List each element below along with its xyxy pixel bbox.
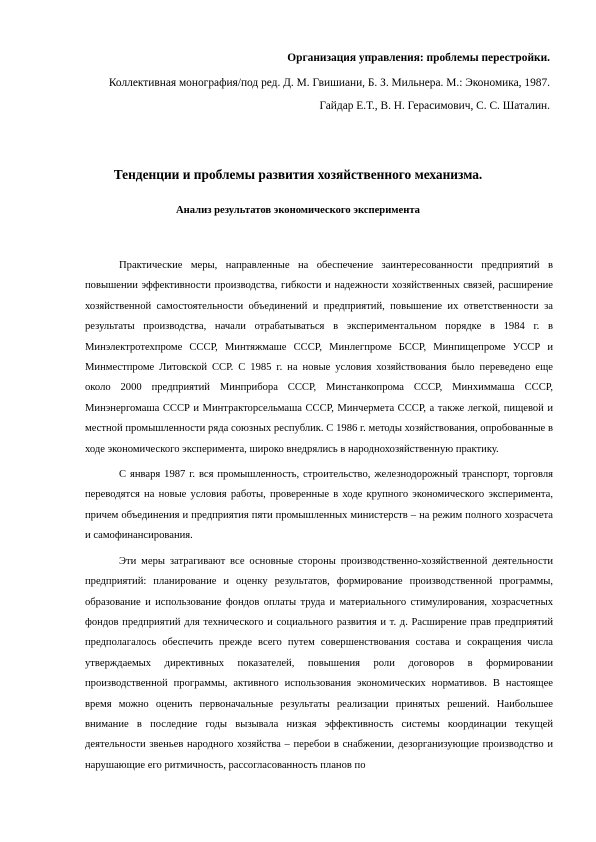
source-title: Организация управления: проблемы перестройки. bbox=[287, 52, 550, 64]
article-subtitle: Анализ результатов экономического эксперимента bbox=[176, 205, 420, 216]
paragraph-3: Эти меры затрагивают все основные стороны производственно-хозяйственной деятельности предприятий: планирование и оценку результатов, формирование производственной программы, образование и использование фондов оплаты труда и материального стимулирования, хозрасчетных фондов предприятий для технического и социального развития и т. д. Расширение прав предприятий предполагалось обеспечить прежде всего путем совершенствования состава и сокращения числа утверждаемых директивных показателей, повышения роли договоров в формировании производственной программы, активного использования экономических нормативов. В настоящее время можно оценить первоначальные результаты реализации принятых решений. Наибольшее внимание в последние годы вызывала низкая эффективность системы координации текущей деятельности звеньев народного хозяйства – перебои в снабжении, дезорганизующие производство и нарушающие его ритмичность, рассогласованность планов по bbox=[85, 555, 553, 771]
article-title: Тенденции и проблемы развития хозяйственного механизма. bbox=[113, 167, 483, 182]
paragraph-2: С января 1987 г. вся промышленность, строительство, железнодорожный транспорт, торговля переводятся на новые условия работы, проверенные в ходе крупного экономического эксперимента, причем объединения и предприятия пяти промышленных министерств – на режим полного хозрасчета и самофинансирования. bbox=[85, 469, 553, 542]
paragraph-1: Практические меры, направленные на обеспечение заинтересованности предприятий в повышении эффективности производства, гибкости и надежности хозяйственных связей, расширение хозяйственной самостоятельности объединений и предприятий, повышение их ответственности за результаты производства, начали отрабатываться в экспериментальном порядке в 1984 г. в Минэлектротехпроме СССР, Минтяжмаше СССР, Минлегпроме БССР, Минпищепроме УССР и Минместпроме Литовской ССР. С 1985 г. на новые условия хозяйствования было переведено еще около 2000 предприятий Минприбора СССР, Минстанкопрома СССР, Минхиммаша СССР, Минэнергомаша СССР и Минтракторсельмаша СССР, Минчермета СССР, а также легкой, пищевой и местной промышленности ряда союзных республик. С 1986 г. методы хозяйствования, опробованные в ходе экономического эксперимента, широко внедрялись в народнохозяйственную практику. bbox=[85, 260, 553, 455]
source-authors: Гайдар Е.Т., В. Н. Герасимович, С. С. Шаталин. bbox=[319, 100, 550, 112]
source-citation: Коллективная монография/под ред. Д. М. Гвишиани, Б. З. Мильнера. М.: Экономика, 1987. bbox=[108, 77, 550, 89]
article-body bbox=[85, 256, 553, 776]
